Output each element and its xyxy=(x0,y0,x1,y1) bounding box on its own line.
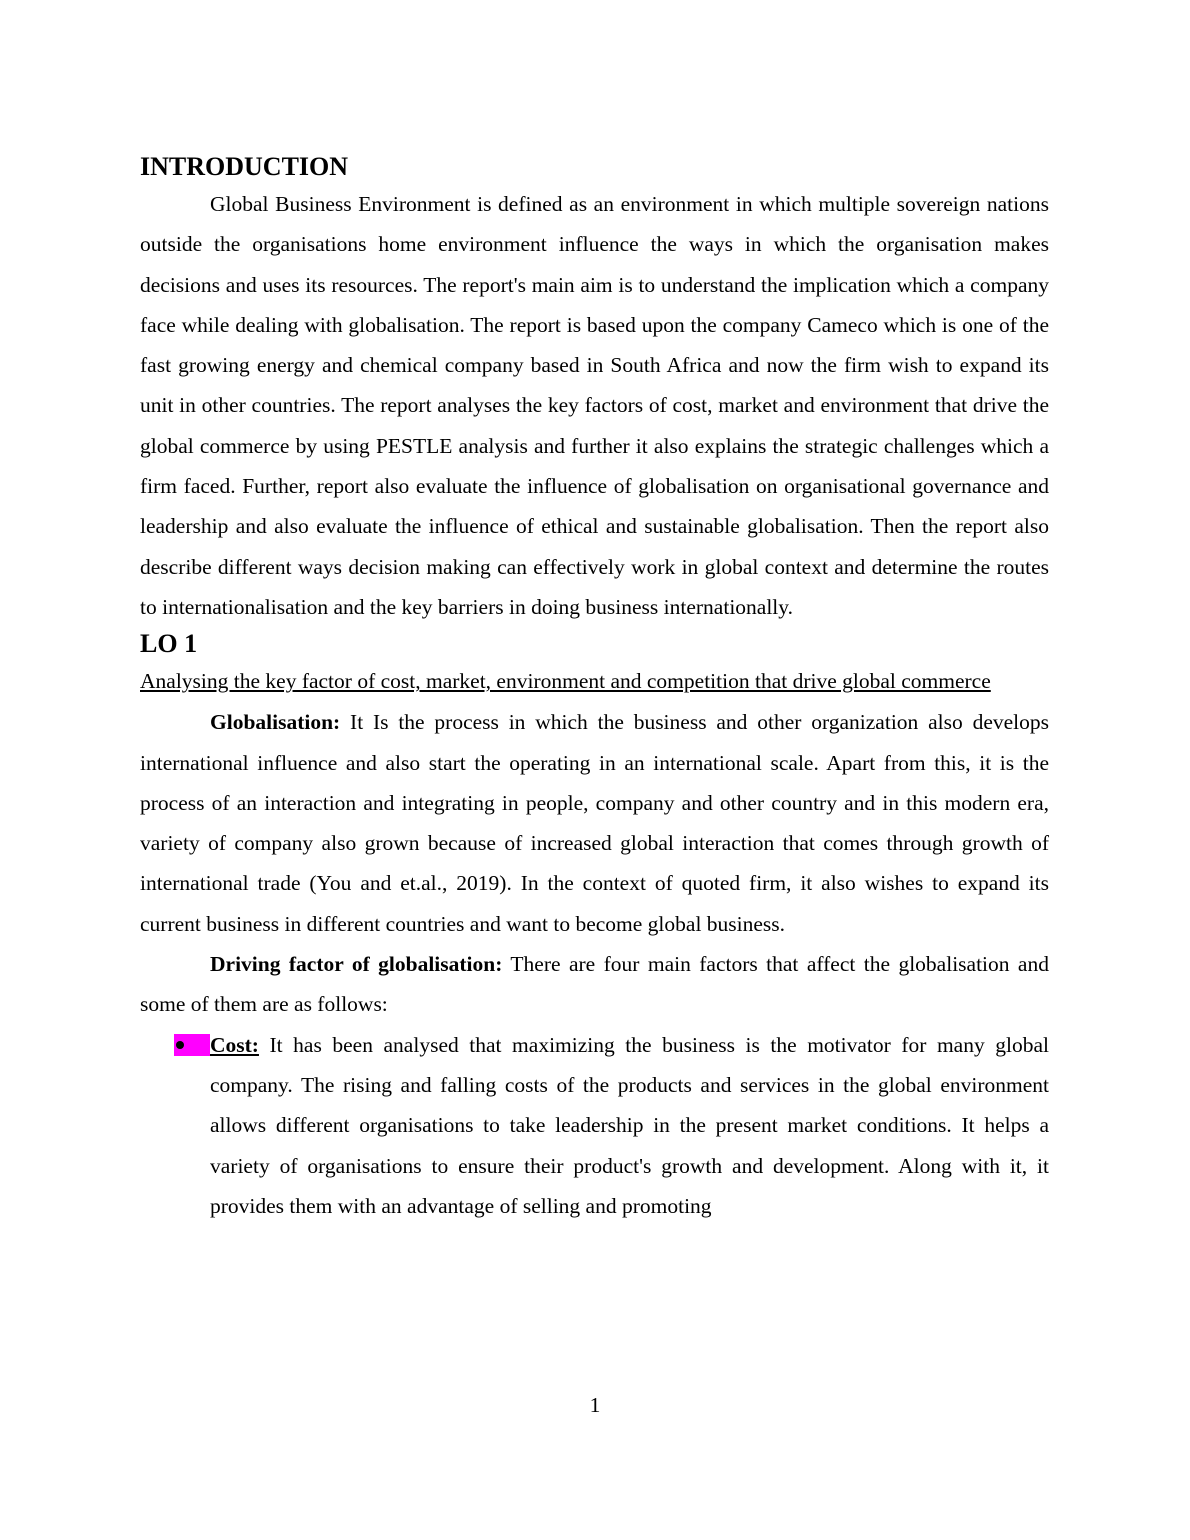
introduction-paragraph: Global Business Environment is defined as an environment in which multiple sovereign nations outside the organisations home environment influence the ways in which the organisation makes decisions and uses its resources. The report's main aim is to understand the implication which a company face while dealing with globalisation. The report is based upon the company Cameco which is one of the fast growing energy and chemical company based in South Africa and now the firm wish to expand its unit in other countries. The report analyses the key factors of cost, market and environment that drive the global commerce by using PESTLE analysis and further it also explains the strategic challenges which a firm faced. Further, report also evaluate the influence of globalisation on organisational governance and leadership and also evaluate the influence of ethical and sustainable globalisation. Then the report also describe different ways decision making can effectively work in global context and determine the routes to internationalisation and the key barriers in doing business internationally. xyxy=(140,192,1049,619)
globalisation-text: It Is the process in which the business and other organization also develops international influence and also start the operating in an international scale. Apart from this, it is the process of an interaction and integrating in people, company and other country and in this modern era, variety of company also grown because of increased global interaction that comes through growth of international trade (You and et.al., 2019). In the context of quoted firm, it also wishes to expand its current business in different countries and want to become global business. xyxy=(140,710,1049,936)
driving-factor-paragraph xyxy=(140,944,1049,1025)
lo1-subheading: Analysing the key factor of cost, market, environment and competition that drive global commerce xyxy=(140,669,991,694)
globalisation-paragraph xyxy=(140,702,1049,944)
driving-factor-text: There are four main factors that affect the globalisation and some of them are as follows: xyxy=(140,952,1049,1017)
driving-factor-term: Driving factor of globalisation: xyxy=(210,952,503,977)
bullet-term-cost: Cost: xyxy=(210,1032,259,1057)
bullet-text-cost: It has been analysed that maximizing the business is the motivator for many global company. The rising and falling costs of the products and services in the global environment allows different organisations to take leadership in the present market conditions. It helps a variety of organisations to ensure their product's growth and development. Along with it, it provides them with an advantage of selling and promoting xyxy=(210,1032,1049,1218)
lo1-heading: LO 1 xyxy=(140,629,198,659)
driving-factor-list xyxy=(140,1025,1049,1226)
globalisation-term: Globalisation: xyxy=(210,710,341,735)
page-content xyxy=(140,150,1049,1226)
bullet-highlight xyxy=(174,1034,210,1056)
page-number: 1 xyxy=(589,1393,601,1417)
introduction-heading: INTRODUCTION xyxy=(140,152,349,181)
bullet-icon xyxy=(176,1041,184,1049)
list-item xyxy=(140,1025,1049,1226)
